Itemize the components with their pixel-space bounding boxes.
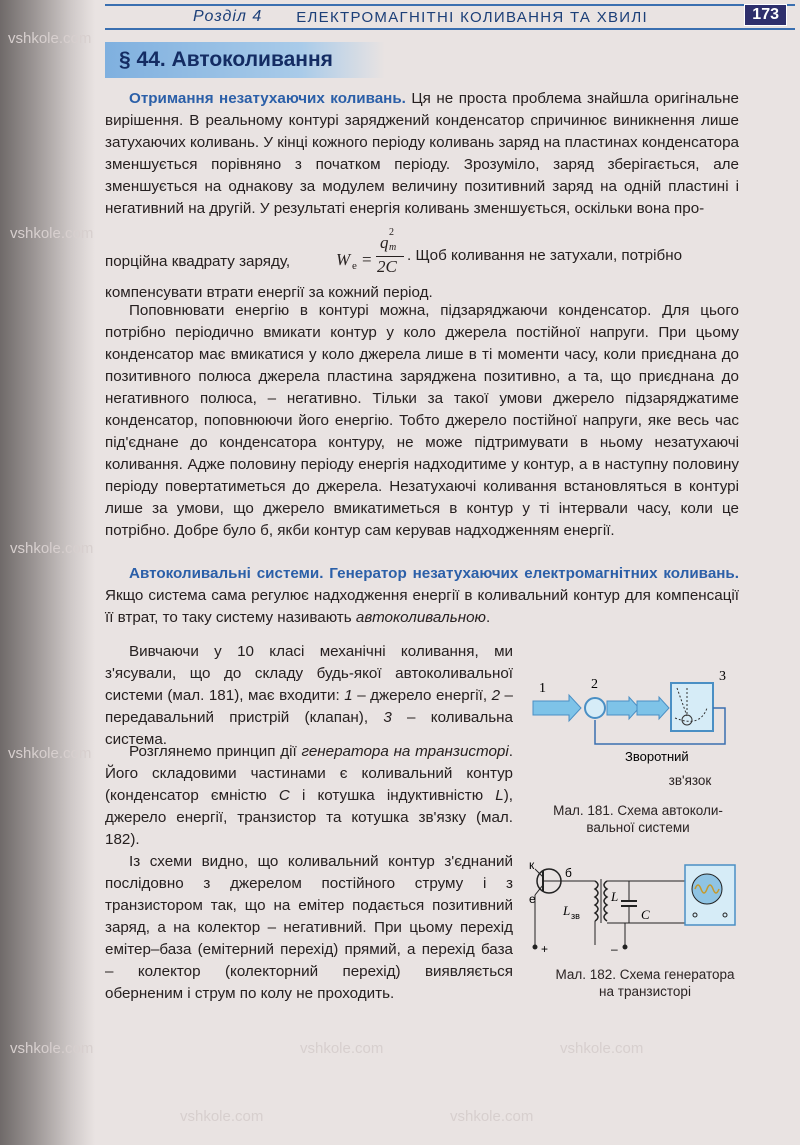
watermark: vshkole.com — [300, 1040, 384, 1057]
valve-circle — [585, 698, 605, 718]
watermark: vshkole.com — [560, 1040, 644, 1057]
oscilloscope-icon — [685, 865, 735, 925]
watermark: vshkole.com — [8, 745, 92, 762]
fig181-label-1: 1 — [539, 681, 546, 696]
figure-182-circuit — [525, 855, 755, 960]
paragraph-1 — [105, 88, 739, 220]
paragraph-2: Поповнювати енергію в контурі можна, підзаряджаючи конденсатор. Для цього потрібно періодично вмикати контур у коло джерела постійної напруги. При цьому конденсатор має вмикатися у коло джерела лише в ті моменти часу, коли приєднана до позитивного полюса джерела пластина заряджена позитивно, а та, що приєднана до негативного полюса, – негативно. Тільки за такої умови джерело підзаряджатиме конденсатор, поповнюючи його енергію. Тобто джерело постійної напруги, яке весь час під'єднане до конденсатора контуру, не може підтримувати в ньому незатухаючі коливання. Адже половину періоду енергія надходитиме у контур, а в наступну половину періоду повертатиметься до джерела. Незатухаючі коливання встановляться в контурі лише за умови, що джерело вмикатиметься в контур у ті інтервали часу, коли це потрібно. Добре було б, якби контур сам керував надходженням енергії. — [105, 302, 739, 539]
paragraph-text: – передавальний пристрій (клапан), — [105, 687, 513, 726]
fig182-label-lzv-sub: зв — [571, 911, 580, 921]
paragraph-text: . — [485, 609, 491, 626]
paragraph-1-cont — [407, 245, 742, 267]
watermark: vshkole.com — [10, 540, 94, 557]
fig182-label-l: L — [611, 889, 619, 904]
paragraph-3 — [105, 563, 739, 629]
fig182-label-b: б — [565, 866, 572, 880]
term-autooscillating: автоколивальною — [355, 609, 486, 626]
fig182-label-plus: + — [541, 942, 549, 956]
page-number: 173 — [744, 4, 787, 26]
paragraph-5 — [105, 741, 513, 851]
paragraph-text: Якщо система сама регулює надходження енергії в коливальний контур для компенсації її втрат, то таку систему називають — [105, 587, 739, 626]
paragraph-text: Розглянемо принцип дії — [129, 743, 297, 760]
caption-line: вальної системи — [586, 820, 690, 835]
chapter-title: ЕЛЕКТРОМАГНІТНІ КОЛИВАННЯ ТА ХВИЛІ — [296, 8, 648, 26]
item-number: 1 — [344, 687, 353, 704]
formula-numerator-subscript: m — [389, 242, 397, 253]
fig181-label-2: 2 — [591, 677, 598, 692]
energy-source-arrow — [533, 695, 581, 721]
fig181-feedback-label: Зворотний — [625, 749, 689, 764]
paragraph-text: . Щоб коливання не затухали, потрібно — [407, 247, 683, 264]
paragraph-text: компенсувати втрати енергії за кожний період. — [105, 284, 433, 301]
subheading-autooscillating: Автоколивальні системи. Генератор незатухаючих електромагнітних коливань. — [129, 565, 739, 582]
paragraph-text: і котушка індуктивністю — [289, 787, 484, 804]
watermark: vshkole.com — [10, 225, 94, 242]
paragraph-text: Вивчаючи у 10 класі механічні коливання, ми з'ясували, що до складу будь-якої автоколивальної системи (мал. 181), має входити: — [105, 643, 513, 704]
watermark: vshkole.com — [8, 30, 92, 47]
figure-181-diagram — [525, 668, 775, 773]
watermark: vshkole.com — [180, 1108, 264, 1125]
paragraph-text: – джерело енергії, — [352, 687, 488, 704]
formula-numerator: q — [380, 233, 389, 252]
term-generator: генератора на транзисторі — [301, 743, 509, 760]
page-gutter-shadow — [0, 0, 95, 1145]
inductor-coil — [604, 881, 607, 921]
paragraph-text: порційна квадрату заряду, — [105, 253, 291, 270]
fig182-label-c: C — [641, 907, 650, 922]
formula-numerator-superscript: 2 — [389, 227, 394, 238]
formula-denominator: 2C — [377, 257, 397, 276]
figure-181-caption — [528, 802, 748, 836]
paragraph-4 — [105, 641, 513, 751]
fig182-label-k: к — [529, 858, 535, 872]
running-header — [105, 4, 795, 30]
subheading-undamped: Отримання незатухаючих коливань. — [129, 90, 406, 107]
coupling-coil — [595, 881, 598, 921]
oscillating-system-box — [671, 683, 713, 731]
fig181-label-3: 3 — [719, 669, 726, 684]
caption-line: Мал. 181. Схема автоколи- — [553, 803, 723, 818]
fig182-label-minus: – — [611, 942, 618, 956]
chapter-label: Розділ 4 — [193, 8, 263, 25]
formula-lhs: W — [336, 250, 351, 269]
fig182-label-lzv: L — [563, 903, 571, 918]
section-title: § 44. Автоколивання — [105, 42, 385, 78]
item-number: 3 — [383, 709, 392, 726]
fig181-feedback-label-2: зв'язок — [668, 773, 712, 788]
paragraph-text: – коливальна система. — [105, 709, 513, 748]
figure-182-caption — [525, 966, 765, 1000]
variable-c: C — [278, 787, 290, 804]
formula-lhs-subscript: e — [352, 260, 357, 272]
caption-line: на транзисторі — [599, 984, 691, 999]
item-number: 2 — [491, 687, 501, 704]
variable-l: L — [495, 787, 504, 804]
caption-line: Мал. 182. Схема генератора — [555, 967, 735, 982]
transfer-arrows — [607, 697, 669, 719]
energy-formula: W e = q m 2 2C — [336, 230, 406, 276]
paragraph-text: Ця не проста проблема знайшла оригінальне вирішення. В реальному контурі заряджений конденсатор спричинює виникнення лише затухаючих коливань. У кінці кожного періоду коливань заряд на пластинах конденсатора зменшується порівняно з початком періоду. Зрозуміло, заряд зберігається, але зменшується на однакову за модулем величину позитивний заряд на одній пластині і негативний на другій. У результаті енергія коливань зменшується, оскільки вона про- — [105, 90, 739, 217]
watermark: vshkole.com — [10, 1040, 94, 1057]
paragraph-text: . Його складовими частинами є коливальний контур (конденсатор ємністю — [105, 743, 513, 804]
fig182-label-e: е — [529, 892, 536, 906]
paragraph-6: Із схеми видно, що коливальний контур з'єднаний послідовно з джерелом постійного струму і з транзистором так, що на емітер подається позитивний заряд, а на колектор – негативний. При цьому перехід емітер–база (емітерний перехід) прямий, а перехід база – колектор (колекторний перехід) виявляється оберненим і струм по колу не проходить. — [105, 853, 513, 1002]
watermark: vshkole.com — [450, 1108, 534, 1125]
paragraph-text: ), джерело енергії, транзистор та котушка зв'язку (мал. 182). — [105, 787, 513, 848]
